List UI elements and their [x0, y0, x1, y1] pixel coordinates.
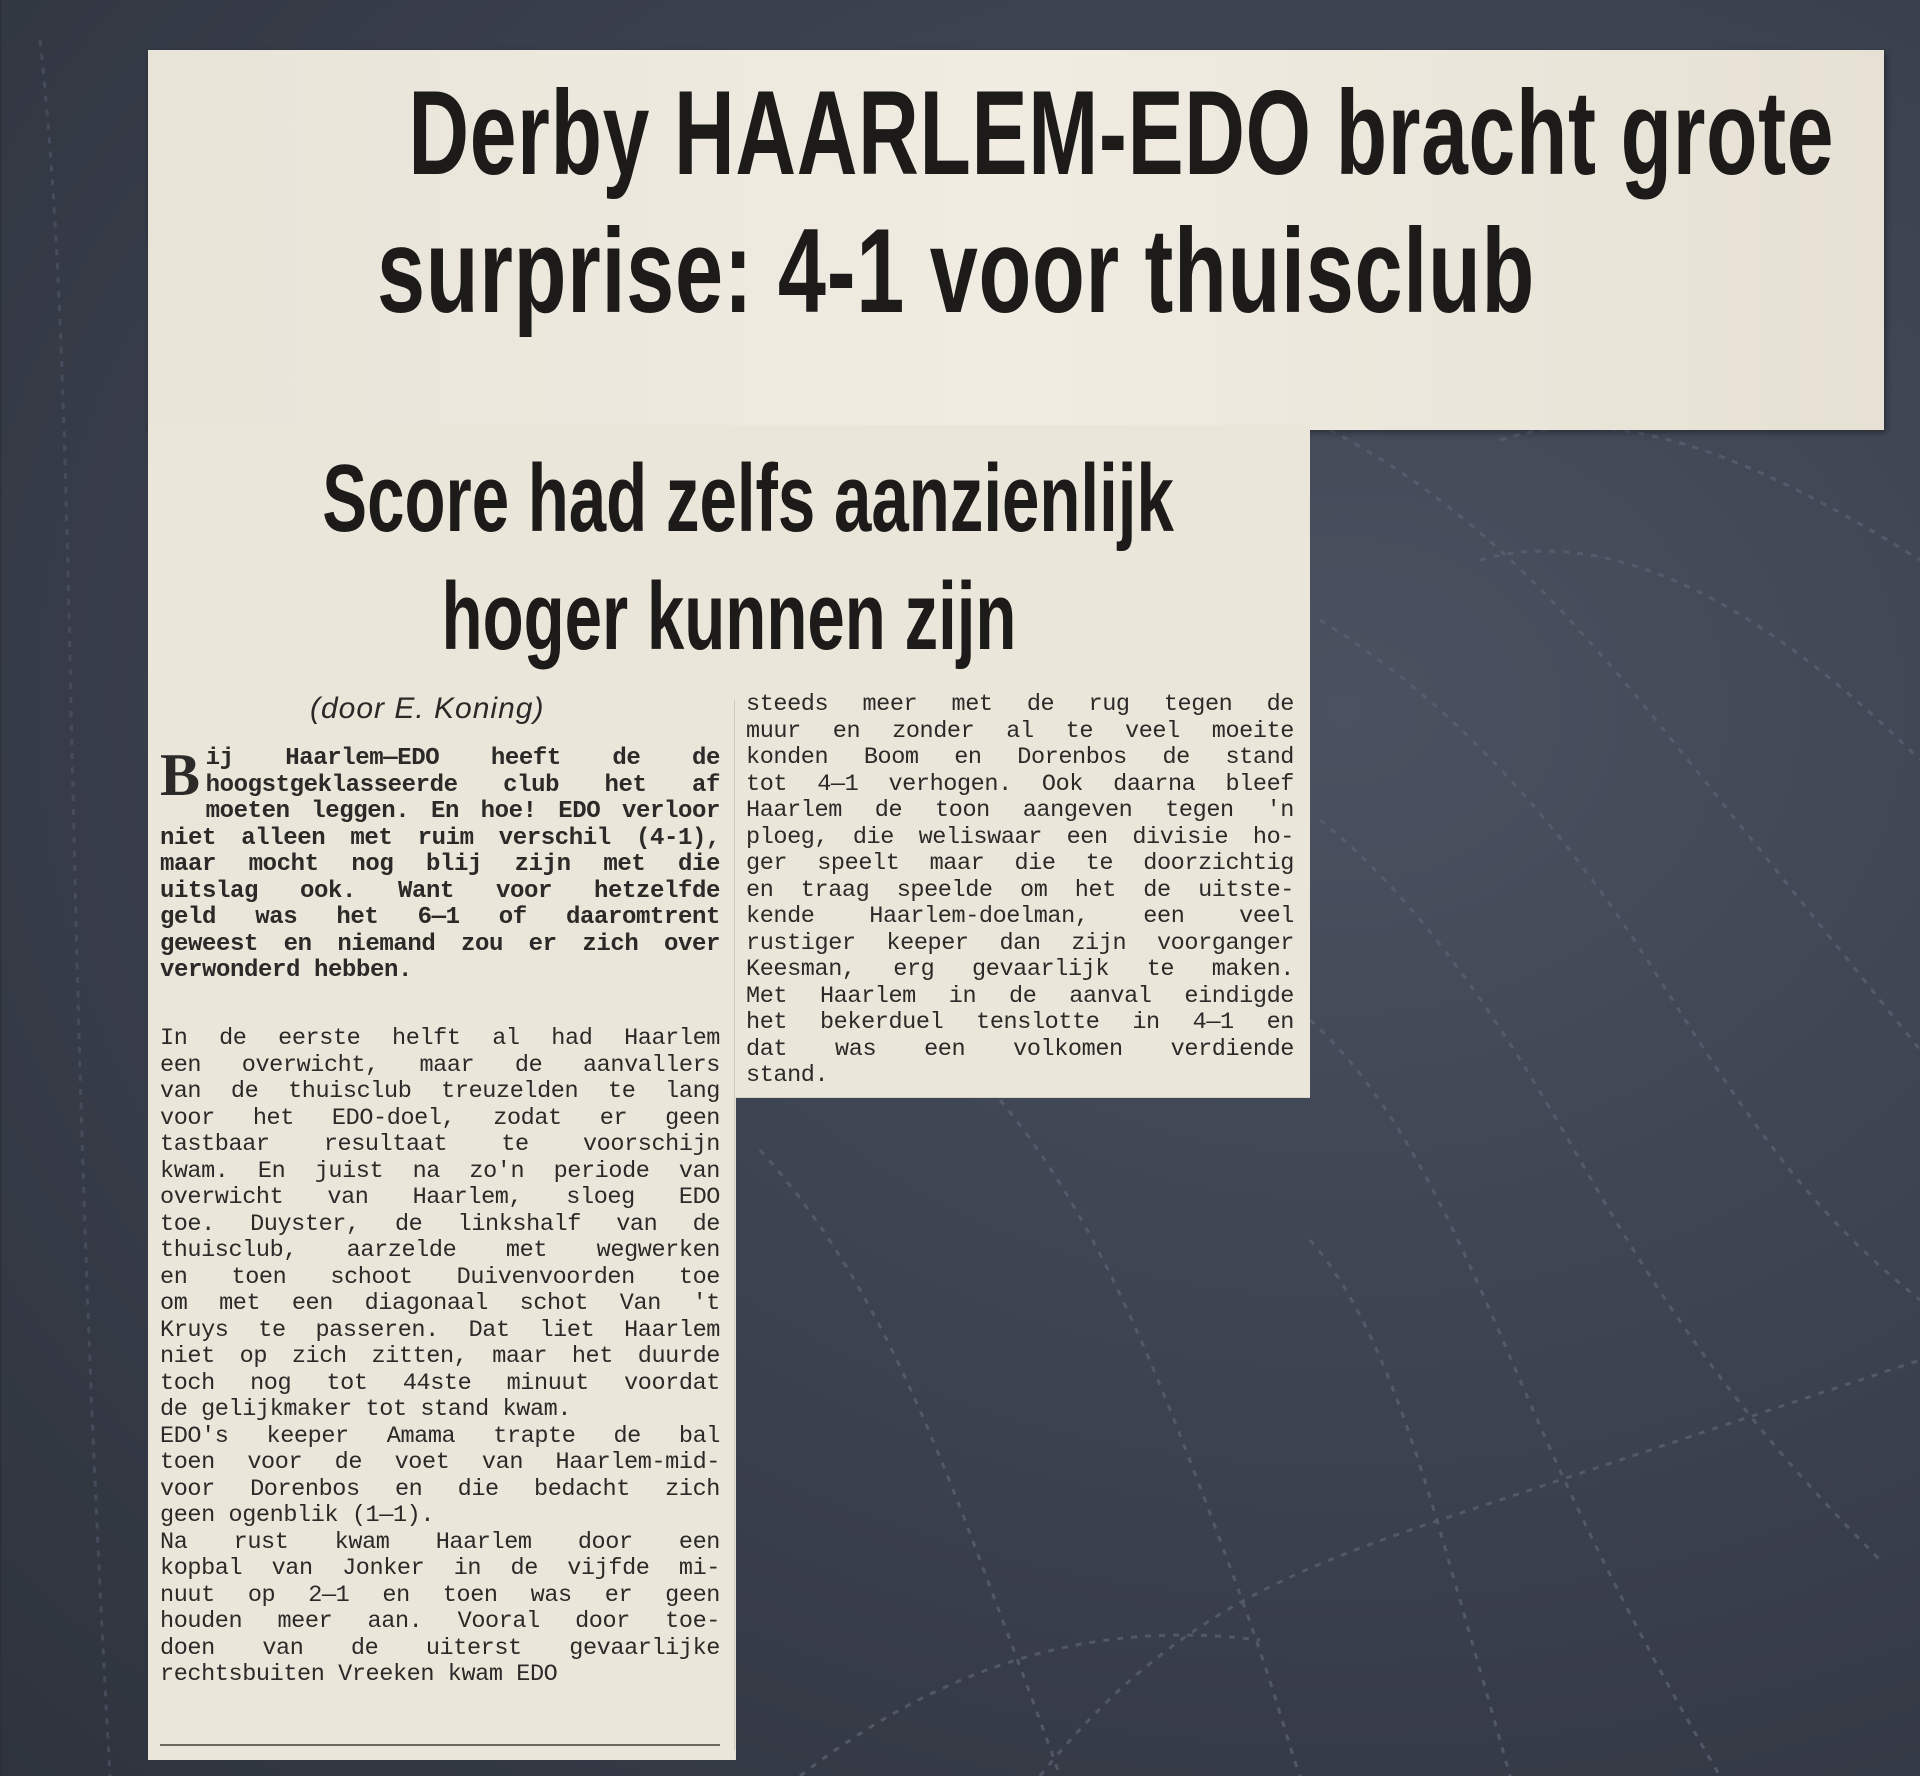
- right-column-line: kende Haarlem-doelman, een veel: [746, 903, 1294, 930]
- left-column-text: [160, 1026, 720, 1689]
- left-column-line: een overwicht, maar de aanvallers: [160, 1051, 720, 1079]
- left-column-line: toch nog tot 44ste minuut voordat: [160, 1369, 720, 1397]
- left-column-line: thuisclub, aarzelde met wegwerken: [160, 1237, 720, 1264]
- left-column-line: EDO's keeper Amama trapte de bal: [160, 1422, 720, 1450]
- left-column-line: geen ogenblik (1—1).: [160, 1502, 435, 1529]
- left-column-line: toen voor de voet van Haarlem-mid-: [160, 1449, 720, 1476]
- right-column-line: muur en zonder al te veel moeite: [746, 717, 1294, 745]
- right-column-line: konden Boom en Dorenbos de stand: [746, 744, 1294, 771]
- left-column-line: tastbaar resultaat te voorschijn: [160, 1131, 720, 1158]
- left-column-line: Na rust kwam Haarlem door een: [160, 1528, 720, 1556]
- right-column-line: het bekerduel tenslotte in 4—1 en: [746, 1009, 1294, 1036]
- left-column-line: voor het EDO-doel, zodat er geen: [160, 1104, 720, 1132]
- headline: [148, 64, 1884, 340]
- left-column-line: overwicht van Haarlem, sloeg EDO: [160, 1184, 720, 1211]
- left-column-line: de gelijkmaker tot stand kwam.: [160, 1396, 572, 1423]
- subheadline-line-2: hoger kunnen zijn: [441, 563, 1017, 670]
- left-column-line: van de thuisclub treuzelden te lang: [160, 1078, 720, 1105]
- right-column-line: steeds meer met de rug tegen de: [746, 691, 1294, 718]
- lead-paragraph: [160, 742, 720, 985]
- left-column-line: voor Dorenbos en die bedacht zich: [160, 1475, 720, 1503]
- right-column-line: Keesman, erg gevaarlijk te maken.: [746, 956, 1294, 983]
- drop-cap: B: [160, 742, 200, 808]
- right-column-line: ger speelt maar die te doorzichtig: [746, 850, 1294, 877]
- lead-text-line: ij Haarlem—EDO heeft de de: [205, 745, 720, 772]
- column-divider: [734, 700, 735, 1750]
- left-column-line: In de eerste helft al had Haarlem: [160, 1025, 720, 1052]
- subheadline-line-1: Score had zelfs aanzienlijk: [322, 445, 1174, 552]
- byline: (door E. Koning): [310, 692, 545, 725]
- lead-text-line: maar mocht nog blij zijn met die: [160, 851, 720, 878]
- left-column-line: kopbal van Jonker in de vijfde mi-: [160, 1555, 720, 1582]
- lead-text-line: geld was het 6—1 of daaromtrent: [160, 904, 720, 931]
- left-column-line: kwam. En juist na zo'n periode van: [160, 1157, 720, 1185]
- left-column-line: en toen schoot Duivenvoorden toe: [160, 1263, 720, 1291]
- right-column-line: Met Haarlem in de aanval eindigde: [746, 982, 1294, 1010]
- left-column-line: om met een diagonaal schot Van 't: [160, 1290, 720, 1317]
- right-column-text: [746, 692, 1294, 1090]
- right-column-line: Haarlem de toon aangeven tegen 'n: [746, 797, 1294, 824]
- lead-text-line: geweest en niemand zou er zich over: [160, 930, 720, 958]
- lead-text-line: hoogstgeklasseerde club het af: [205, 771, 720, 799]
- lead-text-line: verwonderd hebben.: [160, 957, 413, 984]
- left-column-line: nuut op 2—1 en toen was er geen: [160, 1581, 720, 1609]
- right-column-line: tot 4—1 verhogen. Ook daarna bleef: [746, 770, 1294, 798]
- lead-text-line: moeten leggen. En hoe! EDO verloor: [205, 798, 720, 825]
- left-column-line: doen van de uiterst gevaarlijke: [160, 1634, 720, 1662]
- lead-text-line: uitslag ook. Want voor hetzelfde: [160, 877, 720, 905]
- left-column-line: toe. Duyster, de linkshalf van de: [160, 1210, 720, 1238]
- subheadline: [148, 440, 1310, 676]
- left-column-line: Kruys te passeren. Dat liet Haarlem: [160, 1316, 720, 1344]
- left-column-line: houden meer aan. Vooral door toe-: [160, 1608, 720, 1635]
- headline-line-1: Derby HAARLEM-EDO bracht grote: [408, 66, 1835, 200]
- right-column-line: rustiger keeper dan zijn voorganger: [746, 929, 1294, 957]
- bottom-rule: [160, 1744, 720, 1746]
- right-column-line: dat was een volkomen verdiende: [746, 1035, 1294, 1063]
- right-column-line: ploeg, die weliswaar een divisie ho-: [746, 823, 1294, 851]
- lead-lines: [160, 742, 720, 985]
- headline-line-2: surprise: 4-1 voor thuisclub: [376, 204, 1536, 338]
- left-column-line: rechtsbuiten Vreeken kwam EDO: [160, 1661, 558, 1688]
- right-column-line: en traag speelde om het de uitste-: [746, 876, 1294, 904]
- right-column-line: stand.: [746, 1062, 829, 1089]
- lead-text-line: niet alleen met ruim verschil (4-1),: [160, 824, 720, 852]
- left-column-line: niet op zich zitten, maar het duurde: [160, 1343, 720, 1370]
